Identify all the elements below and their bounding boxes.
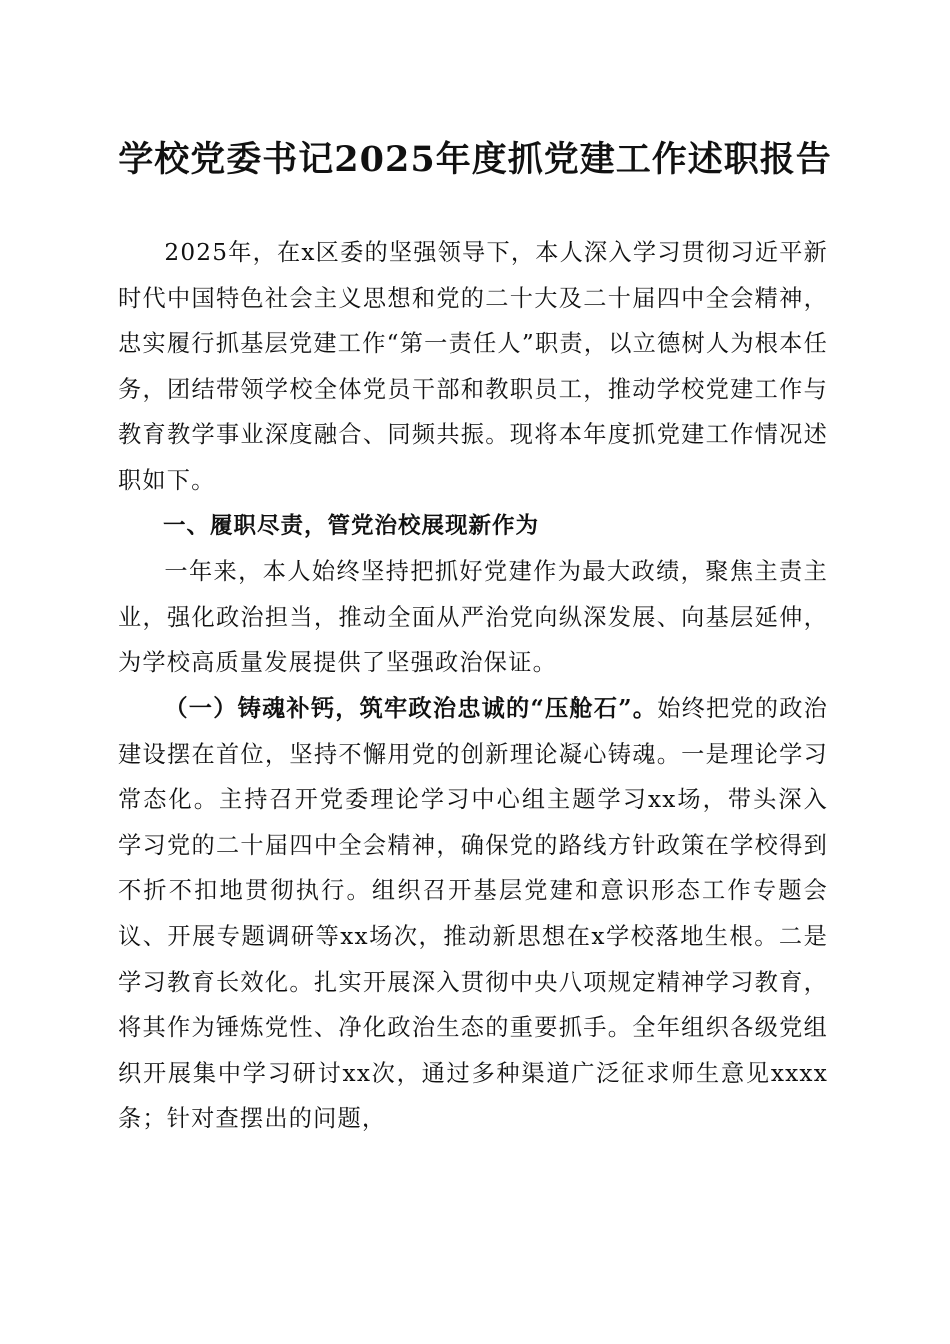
subsection-1-paragraph xyxy=(118,686,828,1142)
document-body xyxy=(118,230,828,1142)
intro-paragraph: 2025年，在x区委的坚强领导下，本人深入学习贯彻习近平新时代中国特色社会主义思想和党的二十大及二十届四中全会精神，忠实履行抓基层党建工作“第一责任人”职责，以立德树人为根本任务，团结带领学校全体党员干部和教职员工，推动学校党建工作与教育教学事业深度融合、同频共振。现将本年度抓党建工作情况述职如下。 xyxy=(118,239,828,494)
subsection-1-lead: （一）铸魂补钙，筑牢政治忠诚的“压舱石”。 xyxy=(164,694,658,722)
document-title: 学校党委书记2025年度抓党建工作述职报告 xyxy=(118,139,832,180)
subsection-1-text: 始终把党的政治建设摆在首位，坚持不懈用党的创新理论凝心铸魂。一是理论学习常态化。主持召开党委理论学习中心组主题学习xx场，带头深入学习党的二十届四中全会精神，确保党的路线方针政策在学校得到不折不扣地贯彻执行。组织召开基层党建和意识形态工作专题会议、开展专题调研等xx场次，推动新思想在x学校落地生根。二是学习教育长效化。扎实开展深入贯彻中央八项规定精神学习教育，将其作为锤炼党性、净化政治生态的重要抓手。全年组织各级党组织开展集中学习研讨xx次，通过多种渠道广泛征求师生意见xxxx条；针对查摆出的问题， xyxy=(118,694,829,1133)
section-1-paragraph: 一年来，本人始终坚持把抓好党建作为最大政绩，聚焦主责主业，强化政治担当，推动全面从严治党向纵深发展、向基层延伸，为学校高质量发展提供了坚强政治保证。 xyxy=(118,558,828,677)
section-heading-1: 一、履职尽责，管党治校展现新作为 xyxy=(163,512,540,539)
